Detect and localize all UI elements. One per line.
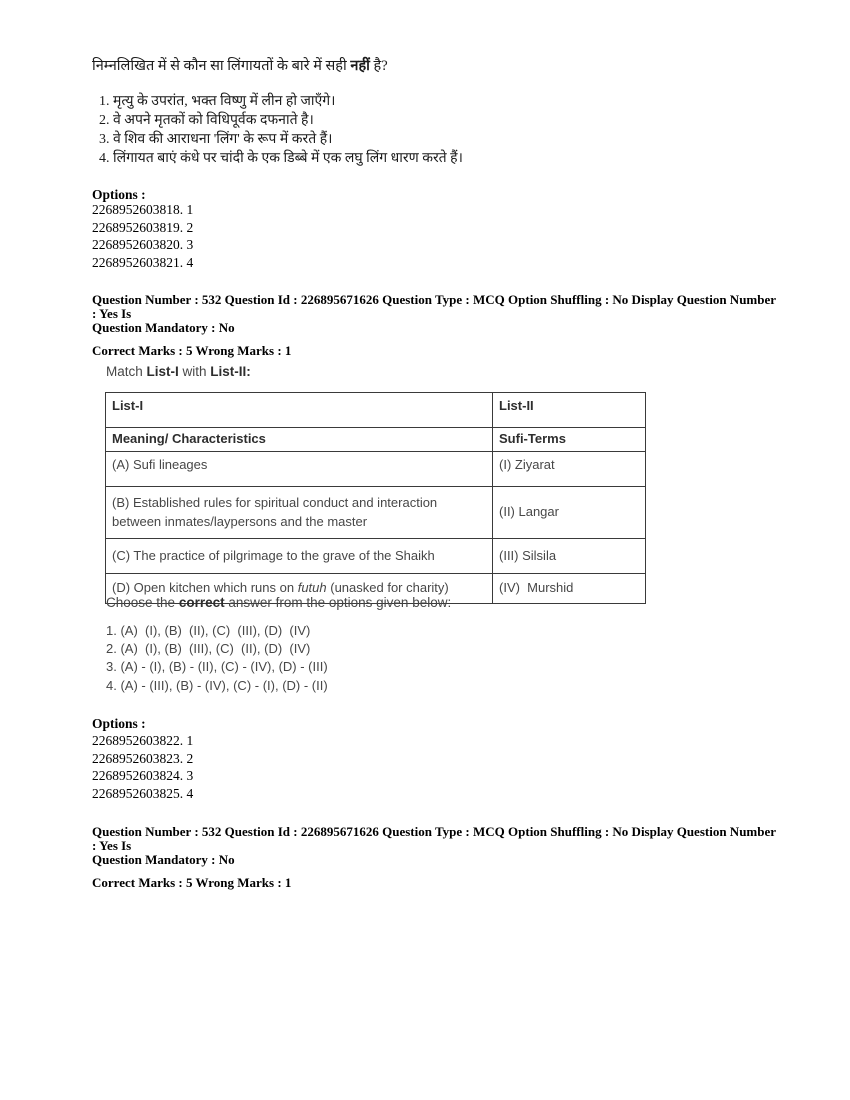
table-cell-b-left: (B) Established rules for spiritual conduct and interaction between inmates/laypersons and the master — [106, 487, 493, 539]
cell-text-part: (unasked for charity) — [326, 580, 449, 596]
statement-item: 1. मृत्यु के उपरांत, भक्त विष्णु में लीन हो जाएँगे। — [99, 94, 336, 109]
answer-option: 4. (A) - (III), (B) - (IV), (C) - (I), (D) - (II) — [106, 677, 328, 693]
option-id: 2268952603822. 1 — [92, 733, 194, 748]
option-id: 2268952603824. 3 — [92, 768, 194, 784]
question-text-part: निम्नलिखित में से कौन सा लिंगायतों के बारे में सही — [92, 58, 351, 74]
metadata-line: Question Number : 532 Question Id : 226895671626 Question Type : MCQ Option Shuffling : No Display Question Number : Yes Is — [92, 824, 776, 853]
statement-item: 4. लिंगायत बाएं कंधे पर चांदी के एक डिब्बे में एक लघु लिंग धारण करते हैं। — [99, 151, 463, 166]
table-row-a — [106, 452, 646, 487]
table-header-cell-list2: List-II — [493, 393, 646, 428]
option-id: 2268952603819. 2 — [92, 219, 194, 235]
statement-list — [99, 92, 463, 168]
option-id-list — [92, 201, 193, 272]
table-cell-a-right: (I) Ziyarat — [493, 452, 646, 487]
table-subheader-cell-meaning: Meaning/ Characteristics — [106, 428, 493, 452]
statement-item: 3. वे शिव की आराधना 'लिंग' के रूप में करते हैं। — [99, 132, 333, 147]
option-id: 2268952603820. 3 — [92, 237, 194, 253]
match-instruction — [106, 364, 251, 379]
table-header-cell-list1: List-I — [106, 393, 493, 428]
choose-text-part: answer from the options given below: — [224, 595, 452, 610]
match-text-part: Match — [106, 364, 147, 379]
option-id: 2268952603818. 1 — [92, 202, 194, 217]
statement-item: 2. वे अपने मृतकों को विधिपूर्वक दफनाते है। — [99, 113, 314, 128]
table-subheader-row — [106, 428, 646, 452]
question-text-part: है? — [369, 58, 388, 74]
match-text-part: with — [178, 364, 211, 379]
option-id: 2268952603821. 4 — [92, 255, 194, 271]
question-text-bold: नहीं — [350, 58, 370, 74]
options-label: Options : — [92, 716, 146, 731]
option-id: 2268952603825. 4 — [92, 786, 194, 802]
marks-line: Correct Marks : 5 Wrong Marks : 1 — [92, 875, 292, 890]
metadata-line: Question Mandatory : No — [92, 320, 235, 335]
match-table — [105, 392, 646, 604]
answer-option-list — [106, 622, 328, 695]
answer-option: 1. (A) (I), (B) (II), (C) (III), (D) (IV) — [106, 623, 311, 638]
table-subheader-cell-terms: Sufi-Terms — [493, 428, 646, 452]
cell-text-part: (D) Open kitchen which runs on — [112, 580, 298, 596]
metadata-line: Question Mandatory : No — [92, 852, 235, 867]
table-cell-c-right: (III) Silsila — [493, 539, 646, 574]
table-cell-a-left: (A) Sufi lineages — [106, 452, 493, 487]
answer-option: 3. (A) - (I), (B) - (II), (C) - (IV), (D) - (III) — [106, 659, 328, 675]
table-header-row — [106, 393, 646, 428]
question-metadata-block — [92, 825, 782, 890]
marks-line: Correct Marks : 5 Wrong Marks : 1 — [92, 343, 292, 358]
option-id-list — [92, 732, 193, 803]
table-cell-b-right: (II) Langar — [493, 487, 646, 539]
metadata-line: Question Number : 532 Question Id : 226895671626 Question Type : MCQ Option Shuffling : No Display Question Number : Yes Is — [92, 292, 776, 321]
options-label: Options : — [92, 187, 146, 202]
choose-text-bold: correct — [178, 595, 225, 610]
choose-text-part: Choose the — [106, 595, 179, 610]
question-text-hindi — [92, 55, 388, 75]
table-cell-d-right: (IV) Murshid — [493, 574, 646, 604]
option-id: 2268952603823. 2 — [92, 750, 194, 766]
table-row-c — [106, 539, 646, 574]
choose-instruction — [106, 595, 451, 610]
answer-option: 2. (A) (I), (B) (III), (C) (II), (D) (IV) — [106, 641, 311, 657]
list2-label: List-II: — [210, 364, 251, 379]
question-metadata-block — [92, 293, 782, 358]
table-row-b — [106, 487, 646, 539]
cell-text-italic: futuh — [297, 580, 327, 596]
table-cell-c-left: (C) The practice of pilgrimage to the grave of the Shaikh — [106, 539, 493, 574]
list1-label: List-I — [146, 364, 179, 379]
